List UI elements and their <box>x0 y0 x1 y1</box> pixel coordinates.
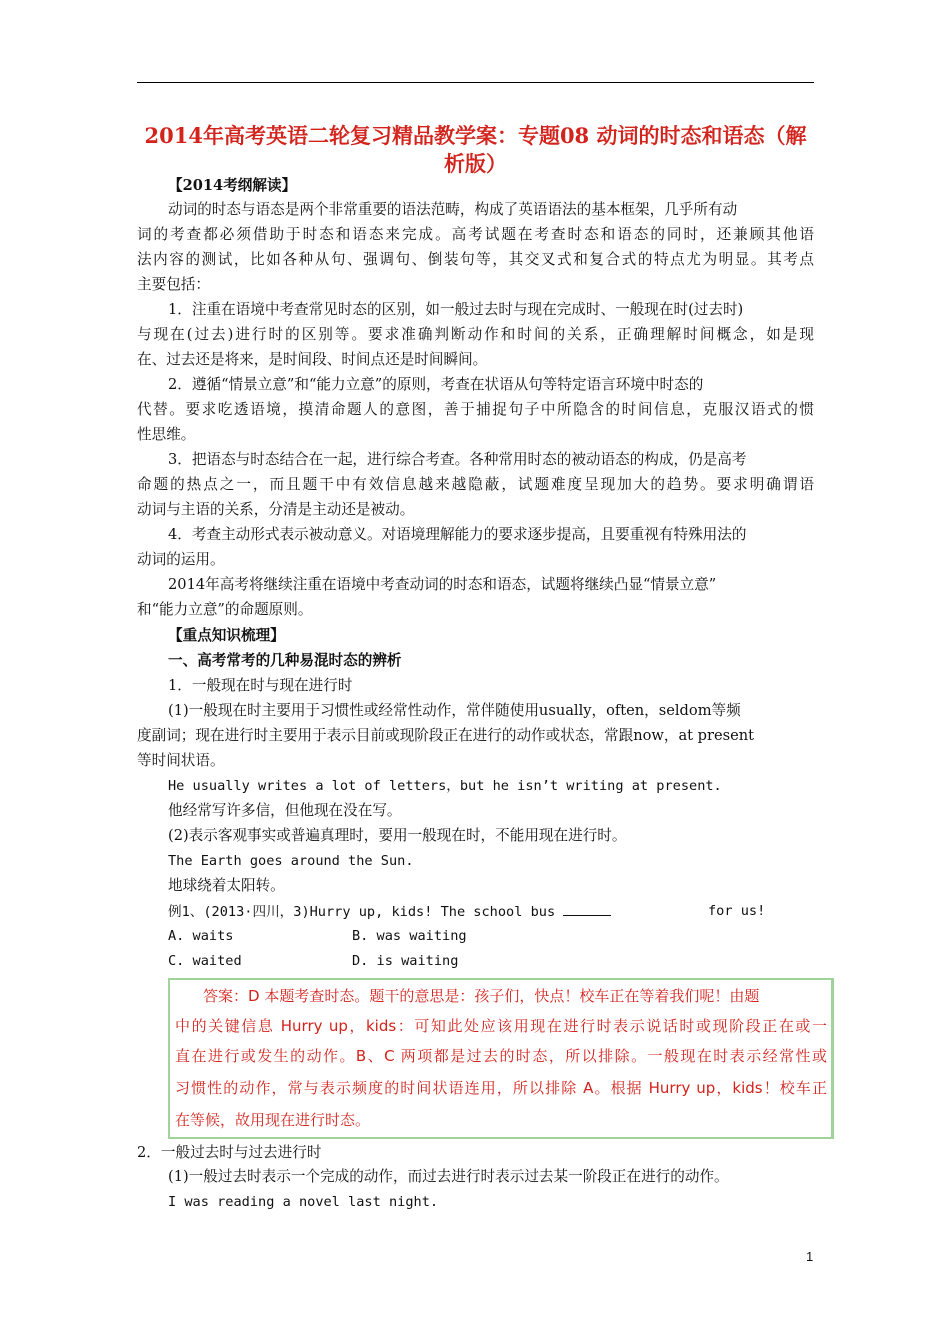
outlook-line: 和“能力立意”的命题原则。 <box>137 601 313 618</box>
item-1-text: (1)一般现在时主要用于习惯性或经常性动作，常伴随使用usually，often，seldom等频 <box>168 702 741 719</box>
intro-line: 主要包括： <box>137 276 210 293</box>
outlook-line: 2014年高考将继续注重在语境中考查动词的时态和语态，试题将继续凸显“情景立意” <box>168 576 717 593</box>
example-english: I was reading a novel last night. <box>168 1194 439 1210</box>
item-1-text: (2)表示客观事实或普遍真理时，要用一般现在时，不能用现在进行时。 <box>168 827 627 844</box>
point-1-line: 与现在(过去)进行时的区别等。要求准确判断动作和时间的关系，正确理解时间概念，如是现 <box>137 326 814 343</box>
point-4-line: 4．考查主动形式表示被动意义。对语境理解能力的要求逐步提高，且要重视有特殊用法的 <box>168 526 747 543</box>
point-2-line: 2．遵循“情景立意”和“能力立意”的原则，考查在状语从句等特定语言环境中时态的 <box>168 376 704 393</box>
item-1-text: 等时间状语。 <box>137 752 225 769</box>
page-number: 1 <box>806 1249 814 1264</box>
answer-line: 在等候，故用现在进行时态。 <box>175 1111 371 1129</box>
intro-line: 词的考查都必须借助于时态和语态来完成。高考试题在考查时态和语态的同时，还兼顾其他语 <box>137 226 814 243</box>
example-english: He usually writes a lot of letters，but he isn’t writing at present. <box>168 778 722 794</box>
intro-line: 法内容的测试，比如各种从句、强调句、倒装句等，其交叉式和复合式的特点尤为明显。其考点 <box>137 251 814 268</box>
answer-blank <box>563 901 611 916</box>
point-2-line: 代替。要求吃透语境，摸清命题人的意图，善于捕捉句子中所隐含的时间信息，克服汉语式的惯 <box>137 401 814 418</box>
option-a: A. waits <box>168 928 234 944</box>
answer-line: 习惯性的动作，常与表示频度的时间状语连用，所以排除 A。根据 Hurry up，kids！校车正 <box>175 1079 827 1097</box>
intro-line: 动词的时态与语态是两个非常重要的语法范畴，构成了英语语法的基本框架，几乎所有动 <box>168 201 738 218</box>
example-chinese: 地球绕着太阳转。 <box>168 877 285 894</box>
item-2-text: (1)一般过去时表示一个完成的动作，而过去进行时表示过去某一阶段正在进行的动作。 <box>168 1168 729 1185</box>
option-b: B. was waiting <box>352 928 467 944</box>
question-stem-start: 例1、(2013·四川，3)Hurry up, kids! The school bus <box>168 904 556 920</box>
point-1-line: 1．注重在语境中考查常见时态的区别，如一般过去时与现在完成时、一般现在时(过去时) <box>168 301 744 318</box>
point-3-line: 动词与主语的关系，分清是主动还是被动。 <box>137 501 415 518</box>
top-rule <box>137 82 814 83</box>
answer-line: 直在进行或发生的动作。B、C 两项都是过去的时态，所以排除。一般现在时表示经常性或 <box>175 1047 827 1065</box>
point-3-line: 命题的热点之一，而且题干中有效信息越来越隐蔽，试题难度呈现加大的趋势。要求明确谓语 <box>137 476 814 493</box>
point-4-line: 动词的运用。 <box>137 551 225 568</box>
option-d: D. is waiting <box>352 953 459 969</box>
section-heading-knowledge: 【重点知识梳理】 <box>168 627 285 644</box>
section-heading-outline: 【2014考纲解读】 <box>168 177 297 194</box>
example-english: The Earth goes around the Sun. <box>168 853 414 869</box>
question-stem-end: for us! <box>708 903 766 919</box>
point-1-line: 在、过去还是将来，是时间段、时间点还是时间瞬间。 <box>137 351 488 368</box>
item-2-heading: 2．一般过去时与过去进行时 <box>137 1144 322 1161</box>
page-title: 2014年高考英语二轮复习精品教学案：专题08 动词的时态和语态（解析版） <box>144 123 807 176</box>
item-1-text: 度副词；现在进行时主要用于表示目前或现阶段正在进行的动作或状态，常跟now，at present <box>137 727 755 744</box>
question-stem <box>168 901 611 922</box>
option-c: C. waited <box>168 953 242 969</box>
answer-line: 答案：D 本题考查时态。题干的意思是：孩子们，快点！校车正在等着我们呢！由题 <box>203 987 760 1005</box>
example-chinese: 他经常写许多信，但他现在没在写。 <box>168 802 402 819</box>
subsection-heading: 一、高考常考的几种易混时态的辨析 <box>168 652 402 669</box>
point-2-line: 性思维。 <box>137 426 196 443</box>
item-1-heading: 1．一般现在时与现在进行时 <box>168 677 353 694</box>
answer-line: 中的关键信息 Hurry up，kids：可知此处应该用现在进行时表示说话时或现阶段正在或一 <box>175 1017 827 1035</box>
point-3-line: 3．把语态与时态结合在一起，进行综合考查。各种常用时态的被动语态的构成，仍是高考 <box>168 451 747 468</box>
